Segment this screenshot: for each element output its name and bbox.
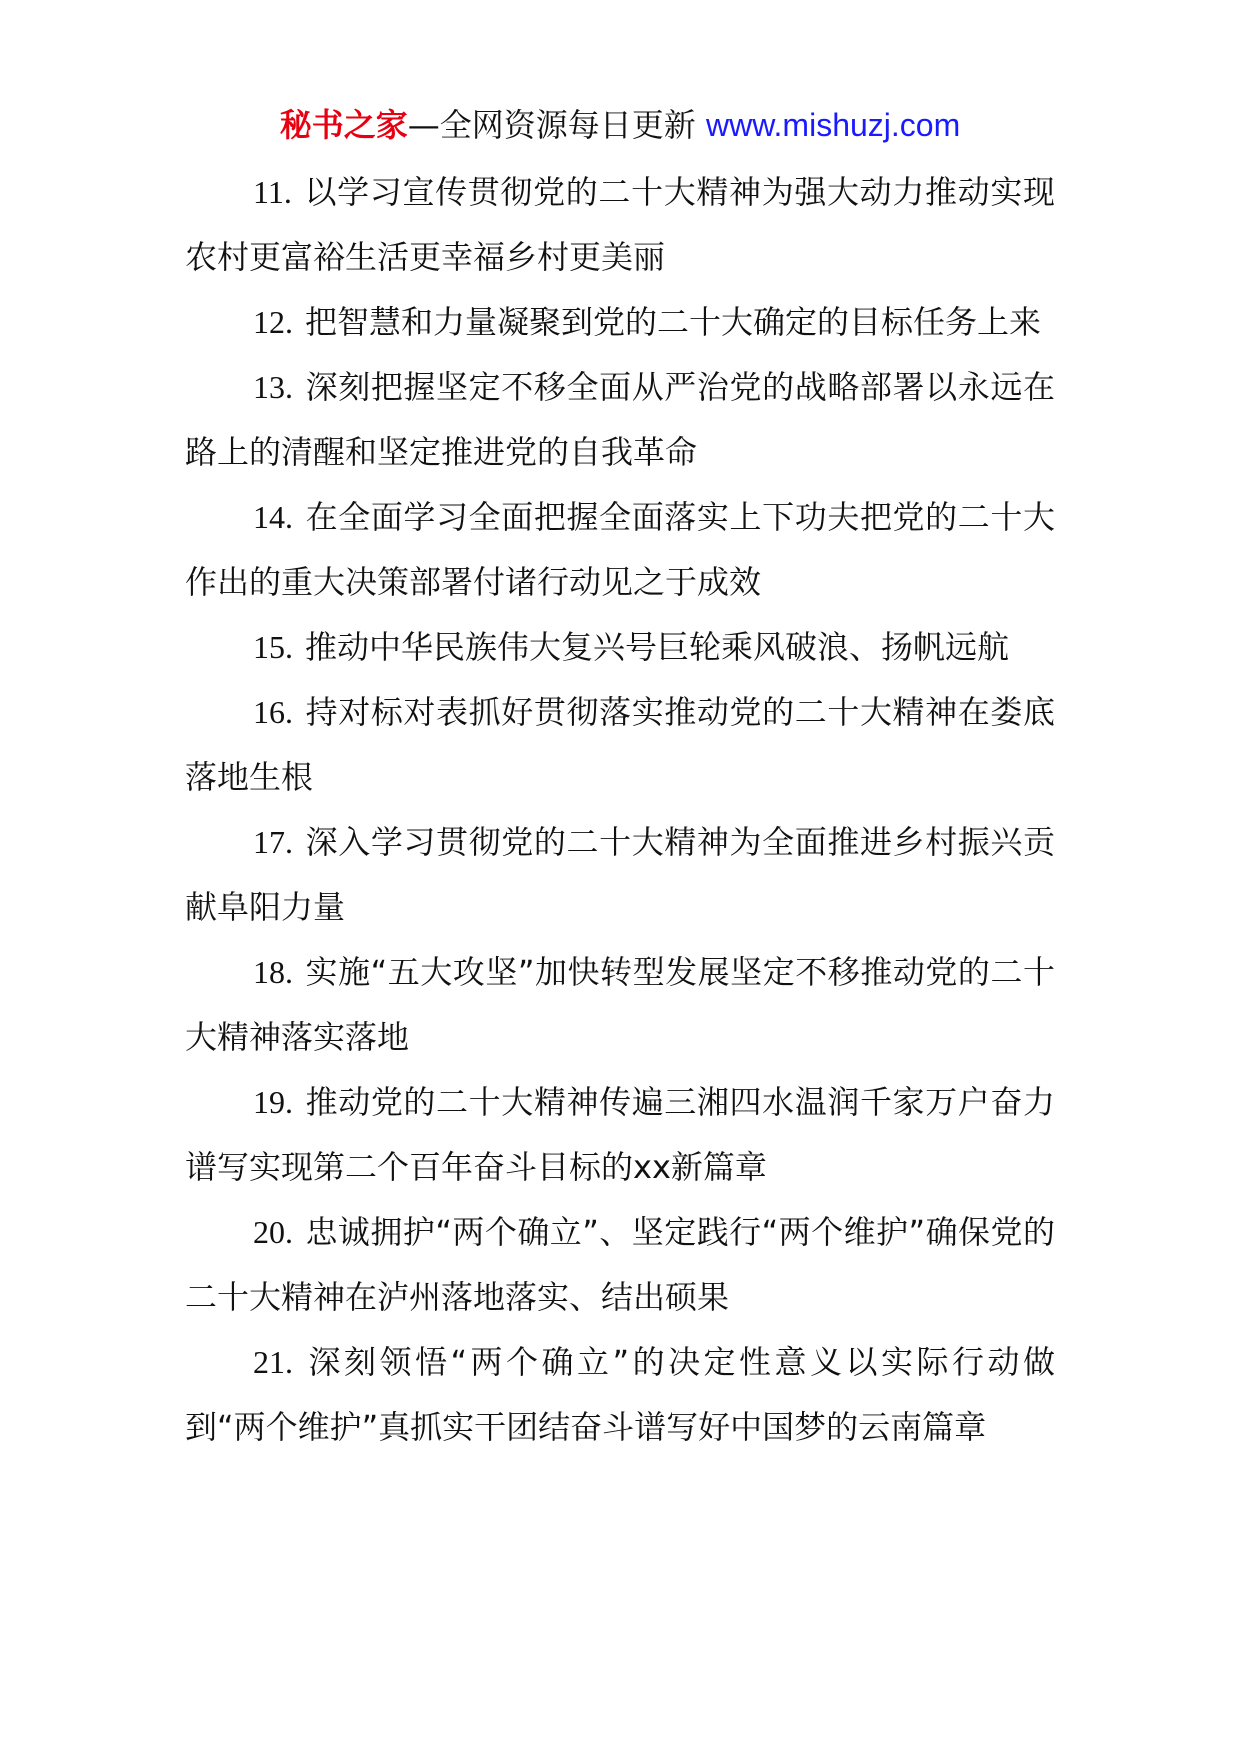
document-body	[185, 160, 1055, 1460]
item-text: 持对标对表抓好贯彻落实推动党的二十大精神在娄底落地生根	[185, 693, 1055, 796]
list-item	[185, 1330, 1055, 1460]
item-text: 深入学习贯彻党的二十大精神为全面推进乡村振兴贡献阜阳力量	[185, 823, 1055, 926]
item-number: 20.	[253, 1214, 293, 1250]
item-text: 实施“五大攻坚”加快转型发展坚定不移推动党的二十大精神落实落地	[185, 953, 1055, 1056]
item-number: 17.	[253, 824, 293, 860]
item-number: 15.	[253, 629, 293, 665]
list-item	[185, 290, 1055, 355]
item-text: 忠诚拥护“两个确立”、坚定践行“两个维护”确保党的二十大精神在泸州落地落实、结出硕果	[185, 1213, 1055, 1316]
list-item	[185, 485, 1055, 615]
list-item	[185, 940, 1055, 1070]
item-text: 在全面学习全面把握全面落实上下功夫把党的二十大作出的重大决策部署付诸行动见之于成效	[185, 498, 1055, 601]
item-text: 以学习宣传贯彻党的二十大精神为强大动力推动实现农村更富裕生活更幸福乡村更美丽	[185, 173, 1055, 276]
list-item	[185, 680, 1055, 810]
item-number: 19.	[253, 1084, 293, 1120]
item-text: 深刻领悟“两个确立”的决定性意义以实际行动做到“两个维护”真抓实干团结奋斗谱写好中国梦的云南篇章	[185, 1343, 1055, 1446]
item-text: 推动中华民族伟大复兴号巨轮乘风破浪、扬帆远航	[305, 628, 1010, 666]
list-item	[185, 355, 1055, 485]
item-text: 把智慧和力量凝聚到党的二十大确定的目标任务上来	[305, 303, 1042, 341]
list-item	[185, 810, 1055, 940]
item-text: 深刻把握坚定不移全面从严治党的战略部署以永远在路上的清醒和坚定推进党的自我革命	[185, 368, 1055, 471]
header-tagline: —全网资源每日更新	[407, 106, 696, 144]
brand-name: 秘书之家	[279, 106, 408, 144]
list-item	[185, 615, 1055, 680]
item-text: 推动党的二十大精神传遍三湘四水温润千家万户奋力谱写实现第二个百年奋斗目标的xx新篇章	[185, 1083, 1055, 1186]
item-number: 21.	[253, 1344, 293, 1380]
item-number: 12.	[253, 304, 293, 340]
item-number: 18.	[253, 954, 293, 990]
item-number: 16.	[253, 694, 293, 730]
site-url-link[interactable]: www.mishuzj.com	[705, 107, 961, 143]
list-item	[185, 1200, 1055, 1330]
site-header	[0, 100, 1240, 150]
list-item	[185, 1070, 1055, 1200]
item-number: 11.	[253, 174, 292, 210]
item-number: 13.	[253, 369, 293, 405]
item-number: 14.	[253, 499, 293, 535]
list-item	[185, 160, 1055, 290]
